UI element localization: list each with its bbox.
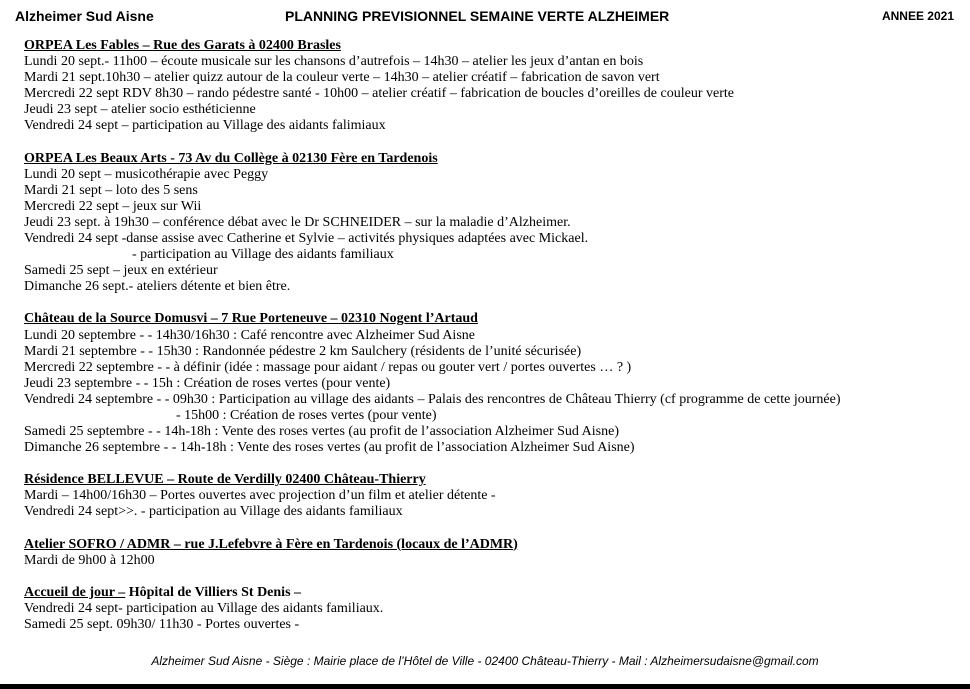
section-title [24,311,954,327]
section-residence-bellevue [24,472,954,520]
schedule-line: Lundi 20 sept.- 11h00 – écoute musicale sur les chansons d’autrefois – 14h30 – atelier les jeux d’antan en bois [24,54,644,70]
organization-name: Alzheimer Sud Aisne [15,8,154,24]
section-orpea-les-beaux-arts [24,151,954,296]
schedule-line: Dimanche 26 sept.- ateliers détente et bien être. [24,279,291,295]
schedule-line: Mercredi 22 septembre - - à définir (idée : massage pour aidant / repas ou gouter vert / portes ouvertes … ? ) [24,359,632,375]
footer-contact: Alzheimer Sud Aisne - Siège : Mairie place de l’Hôtel de Ville - 02400 Château-Thierry - Mail : Alzheimersudaisne@gmail.com [151,654,819,668]
schedule-line: Samedi 25 septembre - - 14h-18h : Vente des roses vertes (au profit de l’association Alzheimer Sud Aisne) [24,424,619,440]
section-title-suffix: Hôpital de Villiers St Denis – [125,584,302,600]
page-header [0,8,970,28]
section-title [24,472,954,488]
schedule-line: Dimanche 26 septembre - - 14h-18h : Vente des roses vertes (au profit de l’association Alzheimer Sud Aisne) [24,440,635,456]
schedule-line: Jeudi 23 sept – atelier socio esthéticienne [24,102,256,118]
section-title-main: Atelier SOFRO / ADMR – rue J.Lefebvre à Fère en Tardenois (locaux de l’ADMR) [24,536,518,552]
schedule-line: Vendredi 24 sept>>. - participation au Village des aidants familiaux [24,504,403,520]
section-title [24,537,954,553]
section-title-main: ORPEA Les Beaux Arts - 73 Av du Collège à 02130 Fère en Tardenois [24,150,438,166]
schedule-line: Vendredi 24 sept -danse assise avec Catherine et Sylvie – activités physiques adaptées avec Mickael. [24,231,589,247]
schedule-line: Jeudi 23 sept. à 19h30 – conférence débat avec le Dr SCHNEIDER – sur la maladie d’Alzheimer. [24,214,571,230]
section-chateau-de-la-source [24,311,954,456]
section-title-main: ORPEA Les Fables – Rue des Garats à 02400 Brasles [24,38,341,53]
schedule-line: Samedi 25 sept. 09h30/ 11h30 - Portes ouvertes - [24,616,300,632]
schedule-line: Samedi 25 sept – jeux en extérieur [24,263,218,279]
year-label: ANNEE 2021 [881,9,954,23]
schedule-line: Mardi 21 septembre - - 15h30 : Randonnée pédestre 2 km Saulchery (résidents de l’unité sécurisée) [24,343,582,359]
schedule-line: - participation au Village des aidants familiaux [132,247,394,263]
schedule-line: - 15h00 : Création de roses vertes (pour vente) [176,407,437,423]
section-title [24,585,954,601]
section-title-main: Résidence BELLEVUE – Route de Verdilly 02400 Château-Thierry [24,472,426,488]
document-title: PLANNING PREVISIONNEL SEMAINE VERTE ALZHEIMER [285,8,670,24]
schedule-line: Jeudi 23 septembre - - 15h : Création de roses vertes (pour vente) [24,375,391,391]
section-title [24,38,954,54]
bottom-divider [0,684,970,689]
planning-content [24,38,954,649]
schedule-line: Mercredi 22 sept – jeux sur Wii [24,198,202,214]
section-orpea-les-fables [24,38,954,135]
schedule-line: Vendredi 24 sept – participation au Village des aidants falimiaux [24,118,386,134]
schedule-line: Lundi 20 sept – musicothérapie avec Peggy [24,166,269,182]
schedule-line: Vendredi 24 sept- participation au Village des aidants familiaux. [24,600,384,616]
schedule-line: Lundi 20 septembre - - 14h30/16h30 : Café rencontre avec Alzheimer Sud Aisne [24,327,475,343]
schedule-line: Mardi – 14h00/16h30 – Portes ouvertes avec projection d’un film et atelier détente - [24,488,496,504]
section-title [24,151,954,167]
section-title-main: Accueil de jour – [24,584,126,600]
section-title-main: Château de la Source Domusvi – 7 Rue Porteneuve – 02310 Nogent l’Artaud [24,311,478,327]
section-atelier-sofro [24,537,954,569]
schedule-line: Mardi de 9h00 à 12h00 [24,552,155,568]
schedule-line: Mercredi 22 sept RDV 8h30 – rando pédestre santé - 10h00 – atelier créatif – fabrication de boucles d’oreilles de couleur verte [24,86,734,102]
section-accueil-de-jour [24,585,954,633]
schedule-line: Mardi 21 sept – loto des 5 sens [24,182,198,198]
schedule-line: Vendredi 24 septembre - - 09h30 : Participation au village des aidants – Palais des rencontres de Château Thierry (cf programme de cette journée) [24,391,841,407]
schedule-line: Mardi 21 sept.10h30 – atelier quizz autour de la couleur verte – 14h30 – atelier créatif – fabrication de savon vert [24,70,660,86]
